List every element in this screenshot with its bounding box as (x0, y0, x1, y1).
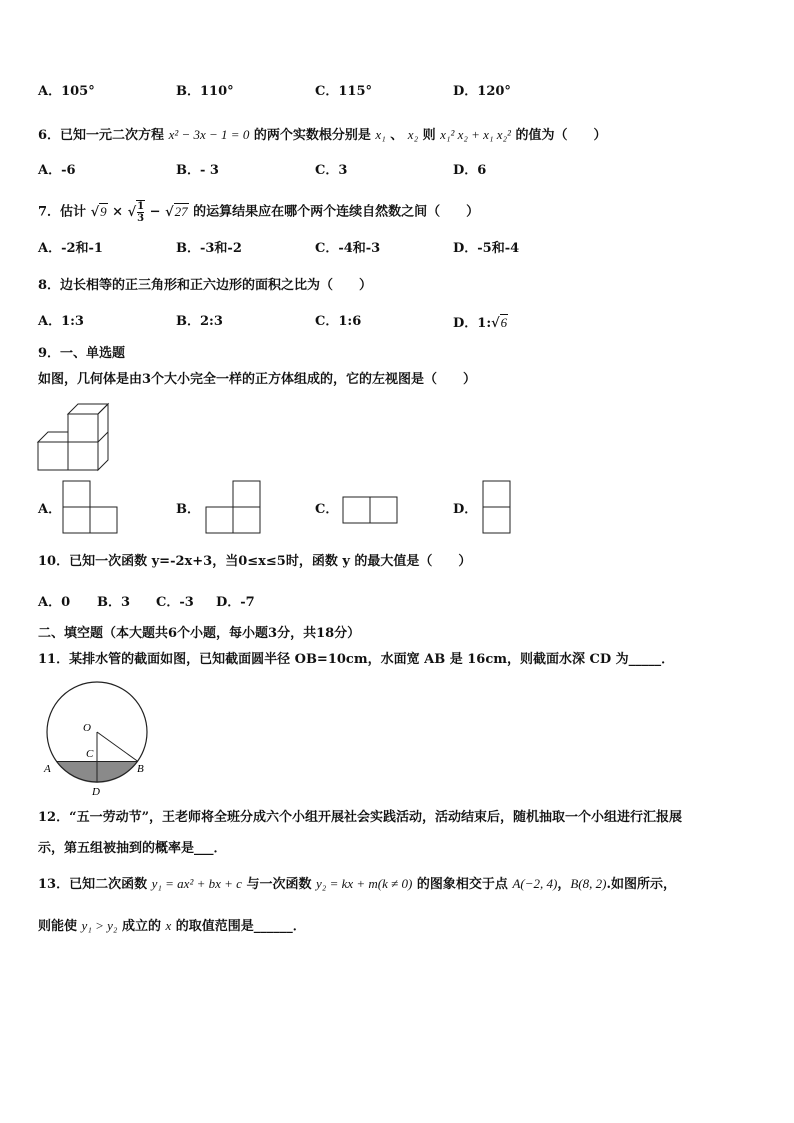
q8-option-d-radicand: 6 (500, 315, 508, 330)
q13-point-a: A(−2, 4) (512, 876, 558, 891)
q9-option-b-figure (205, 480, 263, 536)
section2-title: 二、填空题（本大题共6个小题，每小题3分，共18分） (38, 626, 361, 641)
q7-stem-suffix: 的运算结果应在哪个两个连续自然数之间（ ） (193, 204, 480, 220)
q8-option-c: C．1:6 (315, 314, 362, 329)
q7-sqrt-27: √27 (165, 203, 188, 220)
q8-option-d (453, 314, 508, 332)
q11-label-a: A (44, 763, 51, 775)
q13-line2-prefix: 则能使 (38, 919, 78, 934)
q6-expression: x₁² x₂ + x₁ x₂² (440, 127, 511, 142)
q6-option-a: A．-6 (38, 163, 76, 178)
q6-option-d: D．6 (453, 163, 487, 178)
q5-option-c: C．115° (315, 84, 372, 99)
q9-option-c-figure (342, 496, 400, 526)
q7-option-d: D．-5和-4 (453, 241, 520, 256)
q6-stem-mid: 的两个实数根分别是 (253, 128, 371, 143)
q6-option-c: C．3 (315, 163, 348, 178)
q7-option-c: C．-4和-3 (315, 241, 381, 256)
q13-line2-suffix: 的取值范围是______． (175, 919, 306, 934)
q9-stem: 如图，几何体是由3个大小完全一样的正方体组成的，它的左视图是（ ） (38, 372, 477, 387)
q7-times: × (112, 204, 124, 220)
q7-sqrt-frac: √ $\frac{1}{3}$ (127, 201, 145, 224)
q9-option-a-figure (62, 480, 120, 536)
q13-line-2 (38, 918, 306, 935)
q9-option-a-label: A． (38, 502, 62, 517)
q6-stem-suffix: 的值为（ ） (515, 128, 607, 143)
q13-tail: .如图所示， (606, 877, 676, 892)
q7-frac-num: 1 (137, 201, 145, 212)
q13-variable: x (165, 918, 172, 933)
q9-option-d-label: D． (453, 502, 478, 517)
q9-option-b-label: B． (176, 502, 200, 517)
q7-option-a: A．-2和-1 (38, 241, 103, 256)
q6-root-2: x₂ (407, 127, 419, 142)
q12-line-1: 12．“五一劳动节”，王老师将全班分成六个小组开展社会实践活动，活动结束后，随机抽取一个小组进行汇报展 (38, 810, 683, 825)
q10-stem: 10．已知一次函数 y=-2x+3，当0≤x≤5时，函数 y 的最大值是（ ） (38, 554, 472, 569)
q5-option-b: B．110° (176, 84, 234, 99)
q11-stem: 11．某排水管的截面如图，已知截面圆半径 OB=10cm，水面宽 AB 是 16cm，则截面水深 CD 为_____． (38, 652, 675, 667)
q13-linear: y₂ = kx + m(k ≠ 0) (316, 876, 413, 891)
q8-stem: 8．边长相等的正三角形和正六边形的面积之比为（ ） (38, 278, 373, 293)
q10-option-b: B．3 (97, 595, 131, 610)
q9-option-d-figure (482, 480, 514, 536)
q8-option-d-label: D．1: (453, 316, 492, 331)
q7-option-b: B．-3和-2 (176, 241, 242, 256)
q11-circle-figure (40, 682, 152, 800)
q9-option-c-label: C． (315, 502, 339, 517)
q7-frac-den: 3 (137, 213, 145, 224)
q8-option-b: B．2:3 (176, 314, 223, 329)
q7-stem (38, 200, 479, 224)
q13-line2-mid: 成立的 (121, 919, 161, 934)
q9-cubes-figure (36, 402, 116, 474)
q5-option-a: A．105° (38, 84, 95, 99)
q10-option-c: C．-3 (156, 595, 194, 610)
q6-root-1: x₁ (375, 127, 386, 142)
q6-equation: x² − 3x − 1 = 0 (168, 127, 250, 142)
q7-sqrt-9: √9 (90, 203, 107, 220)
q7-stem-prefix: 7．估计 (38, 204, 87, 220)
q6-then: 则 (422, 128, 436, 143)
q13-line-1 (38, 876, 676, 893)
q6-sep: 、 (390, 128, 404, 143)
q13-mid: 与一次函数 (246, 877, 312, 892)
q13-inequality: y₁ > y₂ (81, 918, 118, 933)
q10-option-d: D．-7 (216, 595, 255, 610)
q13-quadratic: y₁ = ax² + bx + c (151, 876, 242, 891)
q10-option-a: A．0 (38, 595, 71, 610)
q11-label-c: C (86, 748, 94, 760)
q13-comma: ， (557, 877, 571, 892)
q8-option-a: A．1:3 (38, 314, 84, 329)
q6-stem (38, 127, 606, 144)
q9-section-heading: 9．一、单选题 (38, 346, 126, 361)
q13-prefix: 13．已知二次函数 (38, 877, 148, 892)
q5-option-d: D．120° (453, 84, 511, 99)
q13-mid2: 的图象相交于点 (416, 877, 508, 892)
q11-label-d: D (92, 786, 100, 798)
q7-radicand-9: 9 (100, 203, 107, 219)
q7-radicand-27: 27 (174, 203, 188, 219)
q11-label-o: O (83, 722, 91, 734)
q12-line-2: 示，第五组被抽到的概率是___． (38, 841, 227, 856)
q6-stem-prefix: 6．已知一元二次方程 (38, 128, 165, 143)
q8-option-d-sqrt: √6 (491, 315, 508, 331)
q11-label-b: B (137, 763, 144, 775)
q13-point-b: B(8, 2) (570, 876, 607, 891)
q6-option-b: B．- 3 (176, 163, 219, 178)
q7-minus: − (149, 204, 161, 220)
